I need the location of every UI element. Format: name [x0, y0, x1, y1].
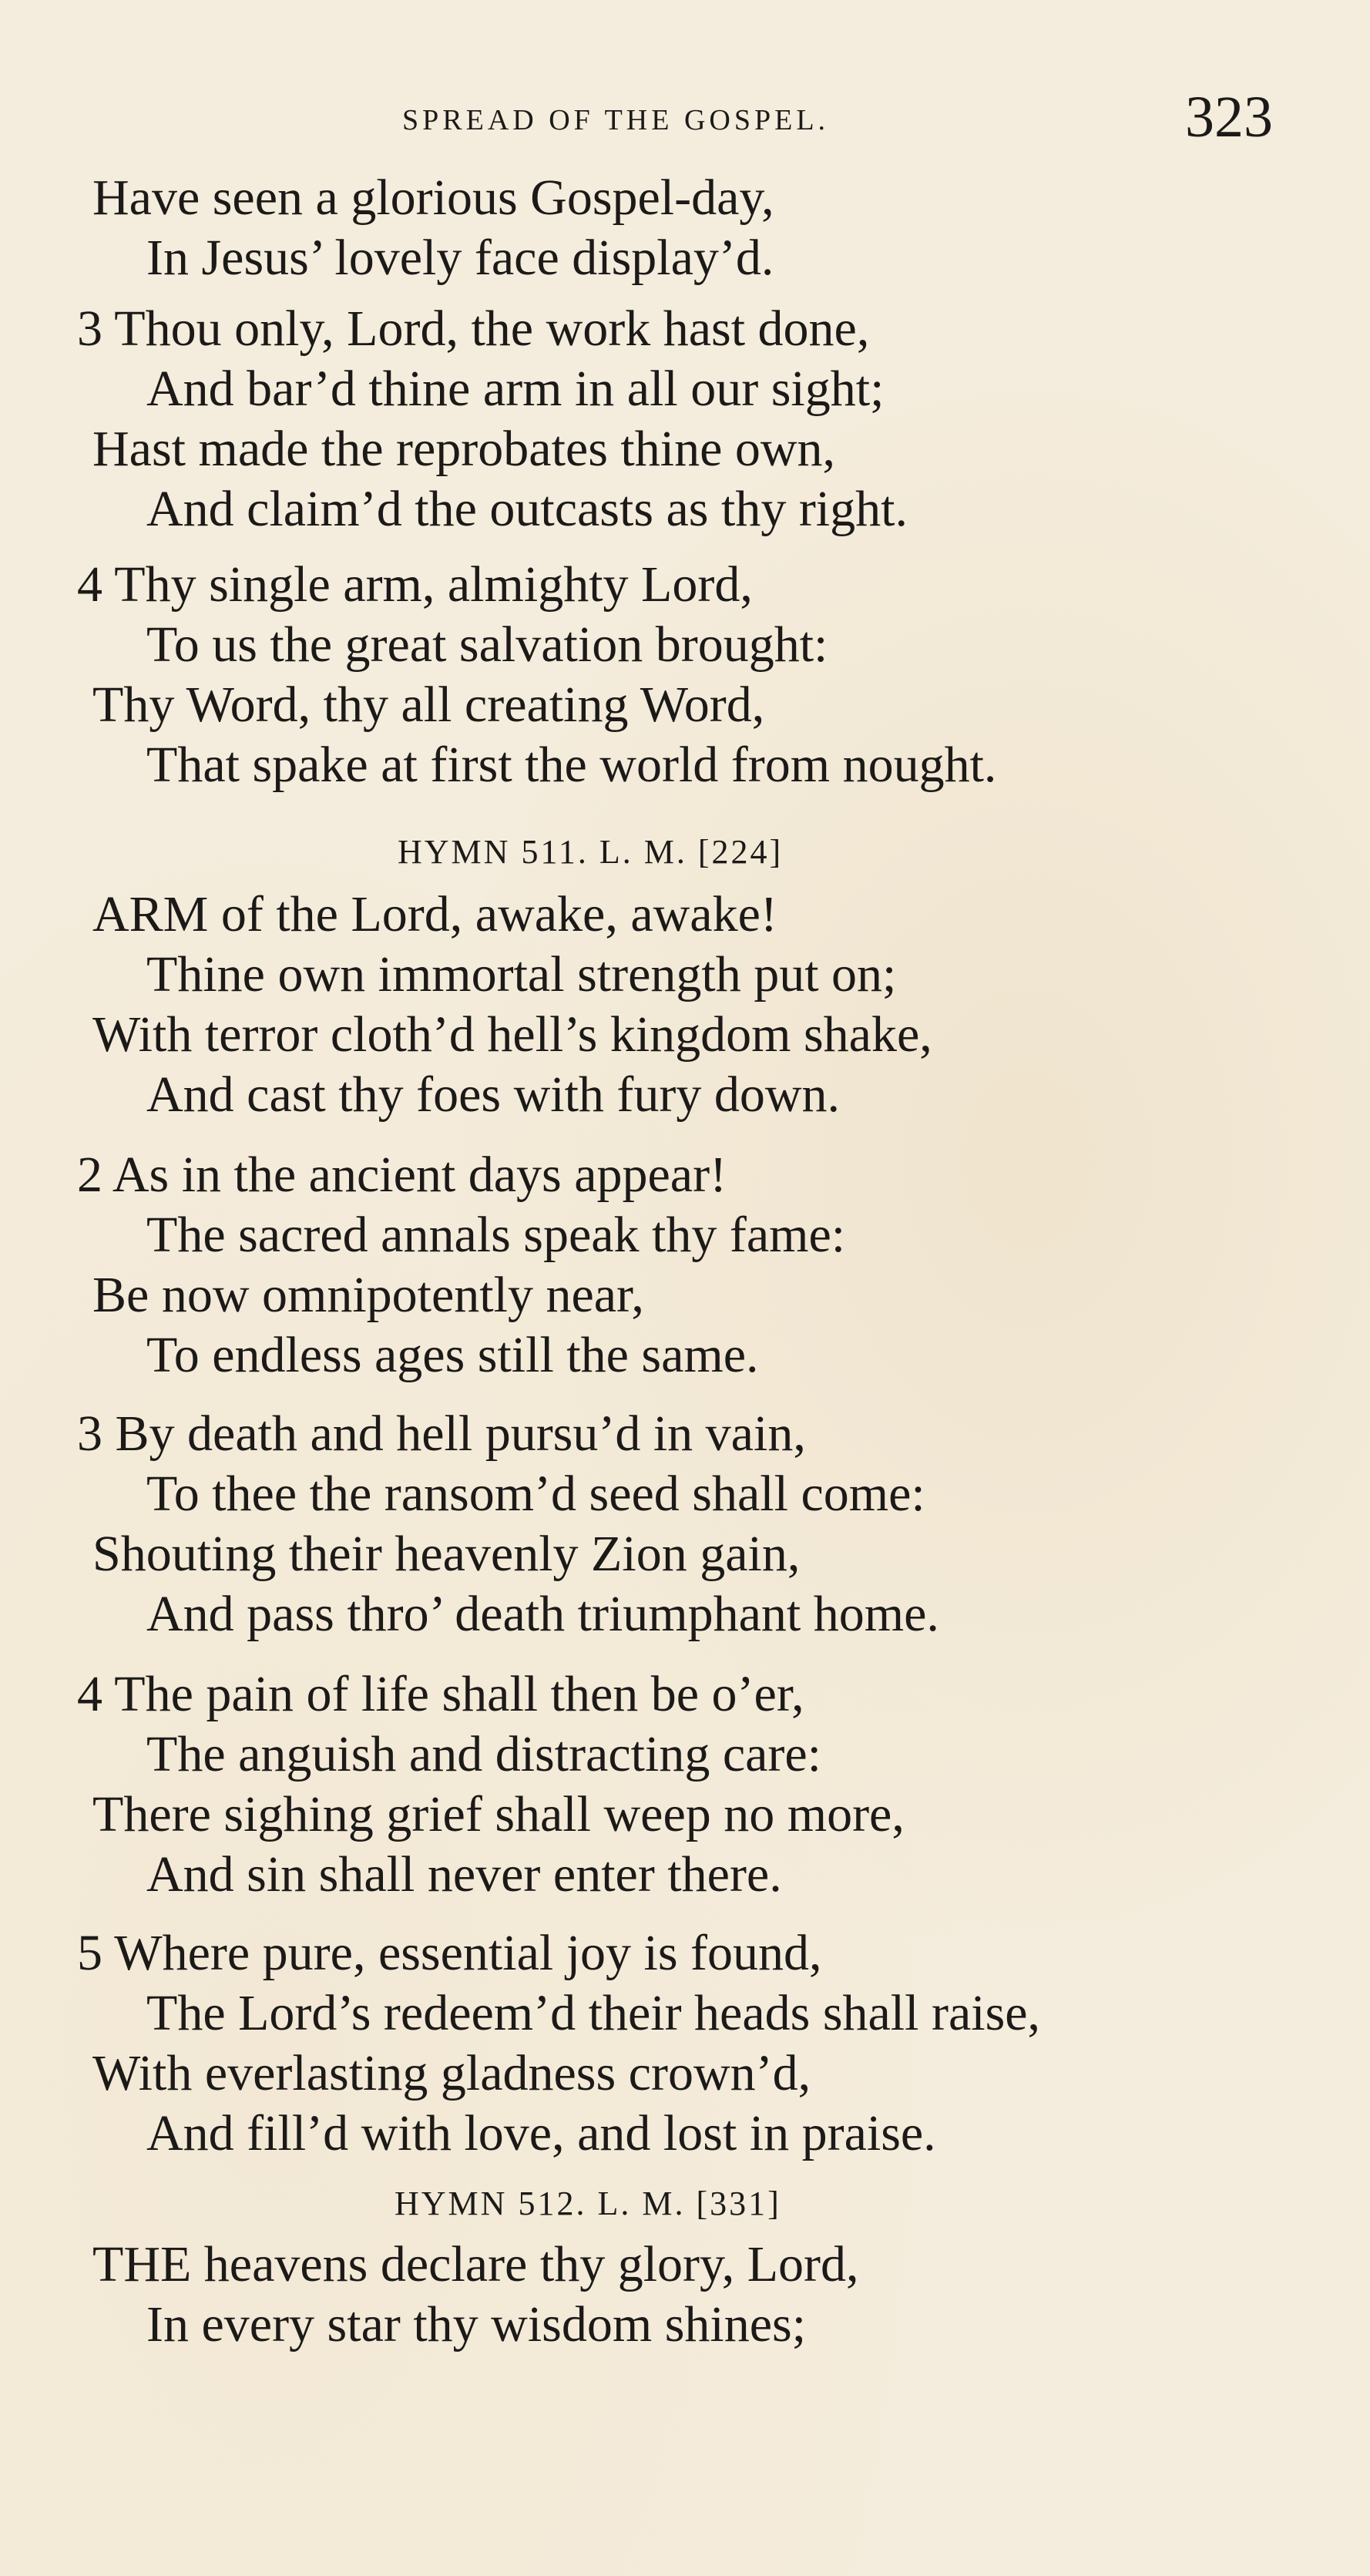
hymn-heading: HYMN 512. L. M. [331]: [395, 2185, 781, 2222]
verse-line: To thee the ransom’d seed shall come:: [146, 1466, 925, 1522]
verse-line: 3 Thou only, Lord, the work hast done,: [77, 301, 870, 357]
verse-line: Shouting their heavenly Zion gain,: [92, 1526, 801, 1582]
running-title: SPREAD OF THE GOSPEL.: [402, 104, 830, 136]
verse-line: With everlasting gladness crown’d,: [92, 2045, 811, 2101]
verse-line: Thy Word, thy all creating Word,: [92, 677, 765, 733]
verse-line: To us the great salvation brought:: [146, 616, 828, 673]
verse-line: And bar’d thine arm in all our sight;: [146, 361, 885, 417]
verse-line: That spake at first the world from nought.: [146, 737, 997, 793]
verse-line: 2 As in the ancient days appear!: [77, 1147, 727, 1203]
verse-line: ARM of the Lord, awake, awake!: [92, 886, 777, 942]
verse-line: To endless ages still the same.: [146, 1327, 759, 1383]
hymn-heading: HYMN 511. L. M. [224]: [398, 833, 784, 871]
running-head: [0, 86, 1370, 156]
verse-line: The sacred annals speak thy fame:: [146, 1207, 846, 1263]
page-number: 323: [1185, 85, 1273, 149]
verse-line: There sighing grief shall weep no more,: [92, 1786, 905, 1842]
verse-line: The Lord’s redeem’d their heads shall raise,: [146, 1985, 1041, 2041]
verse-line: In Jesus’ lovely face display’d.: [146, 230, 774, 286]
verse-line: The anguish and distracting care:: [146, 1726, 822, 1782]
verse-line: Hast made the reprobates thine own,: [92, 421, 836, 477]
verse-line: And cast thy foes with fury down.: [146, 1066, 841, 1123]
verse-line: Thine own immortal strength put on;: [146, 946, 897, 1003]
verse-line: And pass thro’ death triumphant home.: [146, 1586, 939, 1642]
verse-line: Be now omnipotently near,: [92, 1267, 644, 1323]
verse-line: And fill’d with love, and lost in praise.: [146, 2105, 936, 2161]
verse-line: Have seen a glorious Gospel-day,: [92, 170, 774, 226]
verse-line: And claim’d the outcasts as thy right.: [146, 481, 908, 537]
verse-line: 5 Where pure, essential joy is found,: [77, 1925, 822, 1981]
verse-line: 4 The pain of life shall then be o’er,: [77, 1666, 804, 1722]
verse-line: THE heavens declare thy glory, Lord,: [92, 2236, 859, 2292]
verse-line: In every star thy wisdom shines;: [146, 2296, 807, 2353]
verse-line: And sin shall never enter there.: [146, 1846, 782, 1903]
verse-line: 3 By death and hell pursu’d in vain,: [77, 1406, 806, 1462]
verse-line: With terror cloth’d hell’s kingdom shake,: [92, 1006, 932, 1063]
verse-line: 4 Thy single arm, almighty Lord,: [77, 556, 753, 613]
